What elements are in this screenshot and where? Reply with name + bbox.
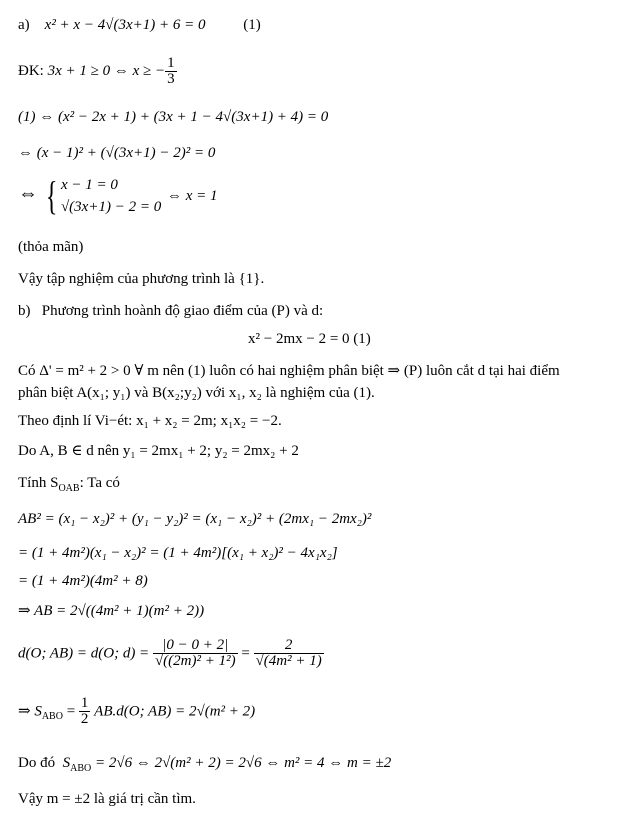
part-a-equation-line (18, 16, 261, 34)
system-result: ⇔ x = 1 (166, 188, 218, 204)
area-intro: Tính S (18, 475, 59, 491)
delta-line-2: phân biệt A(x₁; y₁) và B(x₂;y₂) với x₁, x₂ là nghiệm của (1). (18, 385, 375, 401)
half-fraction (79, 696, 91, 727)
final-lead: Do đó (18, 755, 56, 771)
ab-step-1: AB² = (x₁ − x₂)² + (y₁ − y₂)² = (x₁ − x₂)² + (2mx₁ − 2mx₂)² (18, 511, 372, 527)
equation-tag: (1) (243, 17, 261, 33)
area-formula-left: ⇒ S (18, 703, 42, 720)
ab-squared-line (18, 510, 371, 528)
step-2 (18, 144, 215, 162)
equation-1: x² + x − 4√(3x+1) + 6 = 0 (44, 17, 206, 33)
step-1 (18, 108, 328, 126)
area-intro-line (18, 474, 120, 492)
domain-label: ĐK: (18, 62, 44, 79)
system-brace: { (45, 173, 58, 218)
distance-line (18, 638, 324, 669)
system-eq-1: x − 1 = 0 (60, 177, 118, 193)
step-1-text: (1) ⇔ (x² − 2x + 1) + (3x + 1 − 4√(3x+1) + 4) = 0 (18, 109, 329, 125)
final-rest: = 2√6 ⇔ 2√(m² + 2) = 2√6 ⇔ m² = 4 ⇔ m = ±2 (94, 755, 392, 771)
area-formula-right: AB.d(O; AB) = 2√(m² + 2) (94, 703, 256, 720)
area-formula-line (18, 696, 255, 727)
part-b-intro: Phương trình hoành độ giao điểm của (P) và d: (41, 303, 324, 319)
area-formula-equals: = (66, 703, 76, 720)
part-a-label: a) (18, 17, 30, 33)
system-line (18, 174, 217, 218)
domain-condition: 3x + 1 ≥ 0 ⇔ x ≥ − (47, 62, 166, 79)
intersection-equation: x² − 2mx − 2 = 0 (1) (248, 331, 371, 347)
distance-equals: = (241, 645, 250, 662)
area-subscript: OAB (58, 483, 80, 494)
distance-fraction-2 (254, 638, 324, 669)
ab-step-3-line (18, 572, 148, 590)
final-answer: Vậy m = ±2 là giá trị cần tìm. (18, 791, 196, 807)
distance-den-1: √((2m)² + 1²) (154, 653, 236, 669)
equivalence-arrow: ⇔ (18, 182, 38, 205)
area-intro-tail: : Ta có (79, 475, 120, 491)
part-a-conclusion: Vậy tập nghiệm của phương trình là {1}. (18, 271, 265, 287)
distance-num-1: |0 − 0 + 2| (153, 638, 238, 654)
ab-step-2: = (1 + 4m²)(x₁ − x₂)² = (1 + 4m²)[(x₁ + x₂)² − 4x₁x₂] (18, 545, 338, 561)
part-b-label: b) (18, 303, 31, 319)
final-s-sub: ABO (70, 763, 92, 774)
distance-fraction-1 (153, 638, 238, 669)
half-den: 2 (80, 711, 89, 727)
satisfied-note: (thỏa mãn) (18, 239, 84, 255)
distance-den-2: √(4m² + 1) (255, 653, 322, 669)
domain-fraction (165, 56, 177, 87)
half-num: 1 (80, 695, 89, 711)
domain-fraction-den: 3 (167, 71, 175, 87)
system-equations (61, 174, 161, 218)
ab-step-2-line (18, 544, 338, 562)
ab-step-4-line (18, 602, 204, 620)
domain-fraction-num: 1 (167, 55, 175, 71)
ab-step-4: ⇒ AB = 2√((4m² + 1)(m² + 2)) (18, 603, 205, 619)
final-s: S (62, 755, 71, 771)
part-b-intro-line (18, 302, 323, 320)
distance-left: d(O; AB) = d(O; d) = (18, 645, 150, 662)
vieta-line: Theo định lí Vi−ét: x₁ + x₂ = 2m; x₁x₂ = −2. (18, 413, 282, 429)
delta-line-1: Có Δ' = m² + 2 > 0 ∀ m nên (1) luôn có hai nghiệm phân biệt ⇒ (P) luôn cắt d tại hai điểm (18, 363, 560, 379)
distance-num-2: 2 (254, 638, 324, 654)
y-values-line: Do A, B ∈ d nên y₁ = 2mx₁ + 2; y₂ = 2mx₂ + 2 (18, 443, 299, 459)
final-equation-line (18, 754, 391, 772)
domain-condition-line (18, 56, 177, 87)
area-formula-sub: ABO (41, 710, 63, 722)
step-2-text: ⇔ (x − 1)² + (√(3x+1) − 2)² = 0 (18, 145, 216, 161)
system-eq-2: √(3x+1) − 2 = 0 (60, 199, 162, 215)
ab-step-3: = (1 + 4m²)(4m² + 8) (18, 573, 148, 589)
